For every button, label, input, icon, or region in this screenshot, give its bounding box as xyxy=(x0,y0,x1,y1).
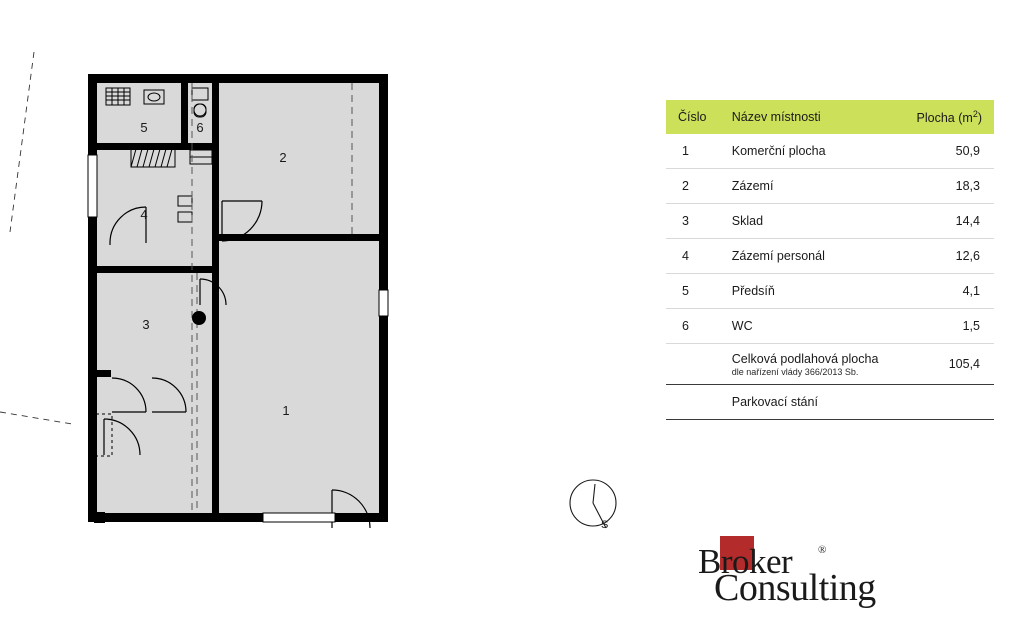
total-area: 105,4 xyxy=(894,344,994,385)
row-number: 2 xyxy=(666,169,732,204)
pillar-marker xyxy=(192,311,206,325)
room-area-table xyxy=(666,100,994,420)
table-row xyxy=(666,134,994,169)
row-room-name: Sklad xyxy=(732,204,894,239)
room-label-3: 3 xyxy=(142,317,150,332)
room-label-4: 4 xyxy=(140,207,148,222)
row-area: 1,5 xyxy=(894,309,994,344)
room-label-2: 2 xyxy=(279,150,287,165)
header-area-superscript: 2 xyxy=(972,108,978,119)
row-area: 4,1 xyxy=(894,274,994,309)
room-label-1: 1 xyxy=(282,403,290,418)
table-row xyxy=(666,169,994,204)
row-area: 18,3 xyxy=(894,169,994,204)
site-boundary xyxy=(0,52,72,424)
total-label-cell xyxy=(732,344,894,385)
row-area: 14,4 xyxy=(894,204,994,239)
row-room-name: WC xyxy=(732,309,894,344)
total-label: Celková podlahová plocha xyxy=(731,351,879,366)
header-area-close: ) xyxy=(977,111,982,126)
header-area xyxy=(894,100,994,134)
logo-registered-icon: ® xyxy=(818,544,827,556)
header-area-text: Plocha (m xyxy=(916,111,973,126)
row-room-name: Komerční plocha xyxy=(732,134,894,169)
header-number: Číslo xyxy=(666,100,732,134)
row-area: 50,9 xyxy=(894,134,994,169)
row-room-name: Zázemí xyxy=(732,169,894,204)
parking-number-cell xyxy=(666,385,732,420)
broker-consulting-logo xyxy=(694,536,924,609)
floor-fill xyxy=(88,74,388,522)
logo-text-consulting: Consulting xyxy=(714,567,876,609)
header-room-name: Název místnosti xyxy=(732,100,894,134)
room-label-6: 6 xyxy=(196,120,204,135)
table-head xyxy=(666,100,994,134)
table-body xyxy=(666,134,994,420)
parking-label: Parkovací stání xyxy=(732,385,894,420)
row-number: 6 xyxy=(666,309,732,344)
table-row xyxy=(666,239,994,274)
row-number: 4 xyxy=(666,239,732,274)
row-number: 1 xyxy=(666,134,732,169)
room-table xyxy=(666,100,994,420)
table-header-row xyxy=(666,100,994,134)
compass-rose-icon xyxy=(566,476,636,546)
logo-text-broker: Broker xyxy=(698,542,793,581)
total-note: dle nařízení vlády 366/2013 Sb. xyxy=(731,366,859,377)
parking-area xyxy=(894,385,994,420)
row-room-name: Zázemí personál xyxy=(732,239,894,274)
row-number: 3 xyxy=(666,204,732,239)
row-room-name: Předsíň xyxy=(732,274,894,309)
row-area: 12,6 xyxy=(894,239,994,274)
total-area-row xyxy=(666,344,994,385)
compass-north-label: S xyxy=(601,519,609,531)
table-row xyxy=(666,204,994,239)
table-row xyxy=(666,274,994,309)
parking-row xyxy=(666,385,994,420)
table-row xyxy=(666,309,994,344)
row-number: 5 xyxy=(666,274,732,309)
total-number-cell xyxy=(666,344,732,385)
room-label-5: 5 xyxy=(140,120,148,135)
